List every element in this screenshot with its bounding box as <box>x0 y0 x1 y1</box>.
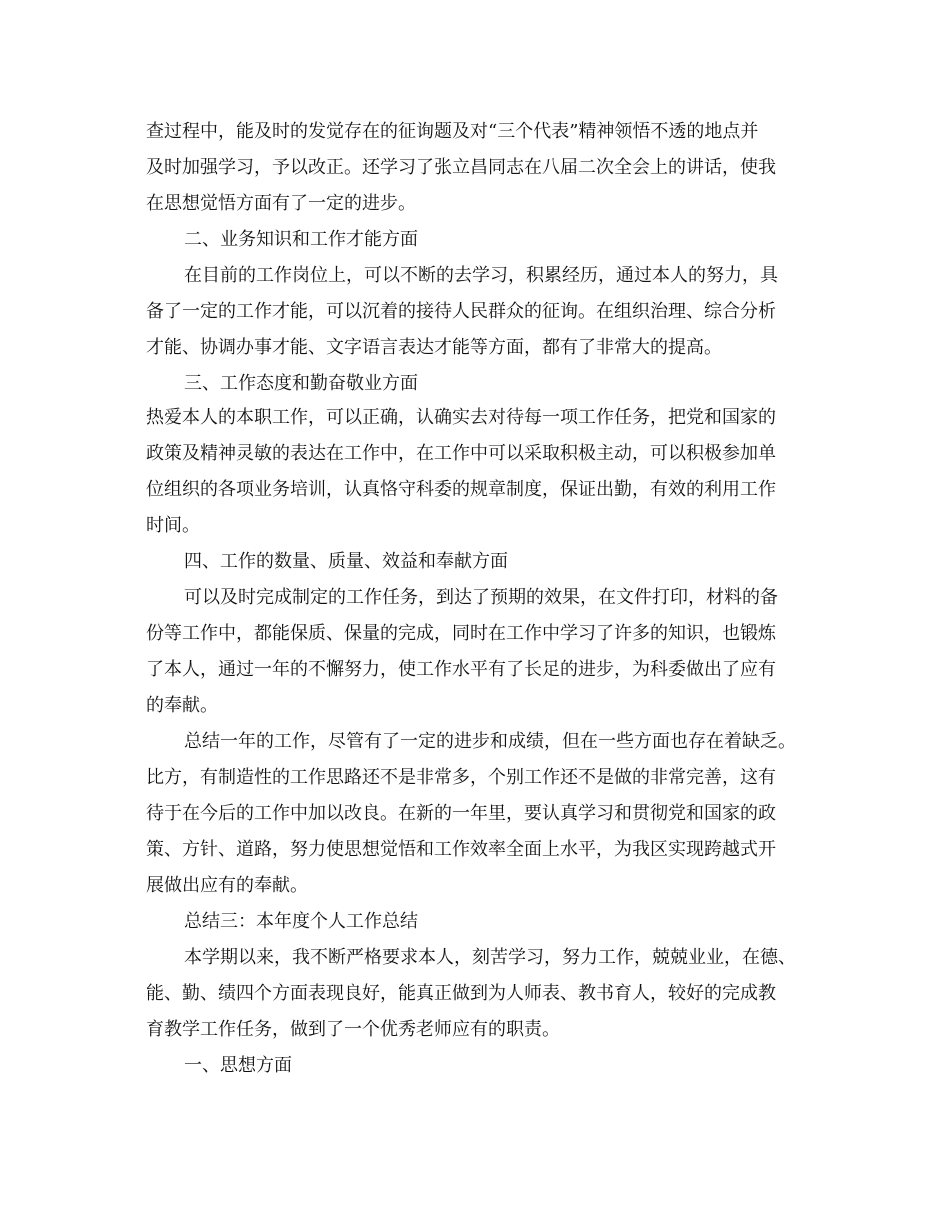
text-line: 才能、协调办事才能、文字语言表达才能等方面，都有了非常大的提高。 <box>146 337 722 358</box>
text-line: 能、勤、绩四个方面表现良好，能真正做到为人师表、教书育人，较好的完成教 <box>146 983 776 1004</box>
text-line: 了本人，通过一年的不懈努力，使工作水平有了长足的进步，为科委做出了应有 <box>146 659 776 680</box>
text-line: 时间。 <box>146 515 200 536</box>
text-line: 总结一年的工作，尽管有了一定的进步和成绩，但在一些方面也存在着缺乏。 <box>184 731 796 752</box>
text-line: 比方，有制造性的工作思路还不是非常多，个别工作还不是做的非常完善，这有 <box>146 767 776 788</box>
section-heading: 一、思想方面 <box>184 1055 292 1076</box>
text-line: 可以及时完成制定的工作任务，到达了预期的效果，在文件打印，材料的备 <box>184 587 778 608</box>
text-line: 查过程中，能及时的发觉存在的征询题及对“三个代表”精神领悟不透的地点并 <box>146 121 759 142</box>
text-line: 在思想觉悟方面有了一定的进步。 <box>146 193 416 214</box>
section-heading: 二、业务知识和工作才能方面 <box>184 229 418 250</box>
text-line: 位组织的各项业务培训，认真恪守科委的规章制度，保证出勤，有效的利用工作 <box>146 479 776 500</box>
text-line: 本学期以来，我不断严格要求本人，刻苦学习，努力工作，兢兢业业，在德、 <box>184 947 796 968</box>
section-heading: 总结三：本年度个人工作总结 <box>184 911 418 932</box>
text-line: 备了一定的工作才能，可以沉着的接待人民群众的征询。在组织治理、综合分析 <box>146 301 776 322</box>
text-line: 及时加强学习，予以改正。还学习了张立昌同志在八届二次全会上的讲话，使我 <box>146 157 776 178</box>
section-heading: 三、工作态度和勤奋敬业方面 <box>184 373 418 394</box>
text-line: 策、方针、道路，努力使思想觉悟和工作效率全面上水平，为我区实现跨越式开 <box>146 839 776 860</box>
text-line: 政策及精神灵敏的表达在工作中，在工作中可以采取积极主动，可以积极参加单 <box>146 443 776 464</box>
text-line: 待于在今后的工作中加以改良。在新的一年里，要认真学习和贯彻党和国家的政 <box>146 803 776 824</box>
text-line: 热爱本人的本职工作，可以正确，认确实去对待每一项工作任务，把党和国家的 <box>146 407 776 428</box>
text-line: 展做出应有的奉献。 <box>146 875 308 896</box>
section-heading: 四、工作的数量、质量、效益和奉献方面 <box>184 551 508 572</box>
text-line: 在目前的工作岗位上，可以不断的去学习，积累经历，通过本人的努力，具 <box>184 265 778 286</box>
text-line: 育教学工作任务，做到了一个优秀老师应有的职责。 <box>146 1019 560 1040</box>
text-line: 份等工作中，都能保质、保量的完成，同时在工作中学习了许多的知识，也锻炼 <box>146 623 776 644</box>
text-line: 的奉献。 <box>146 695 218 716</box>
